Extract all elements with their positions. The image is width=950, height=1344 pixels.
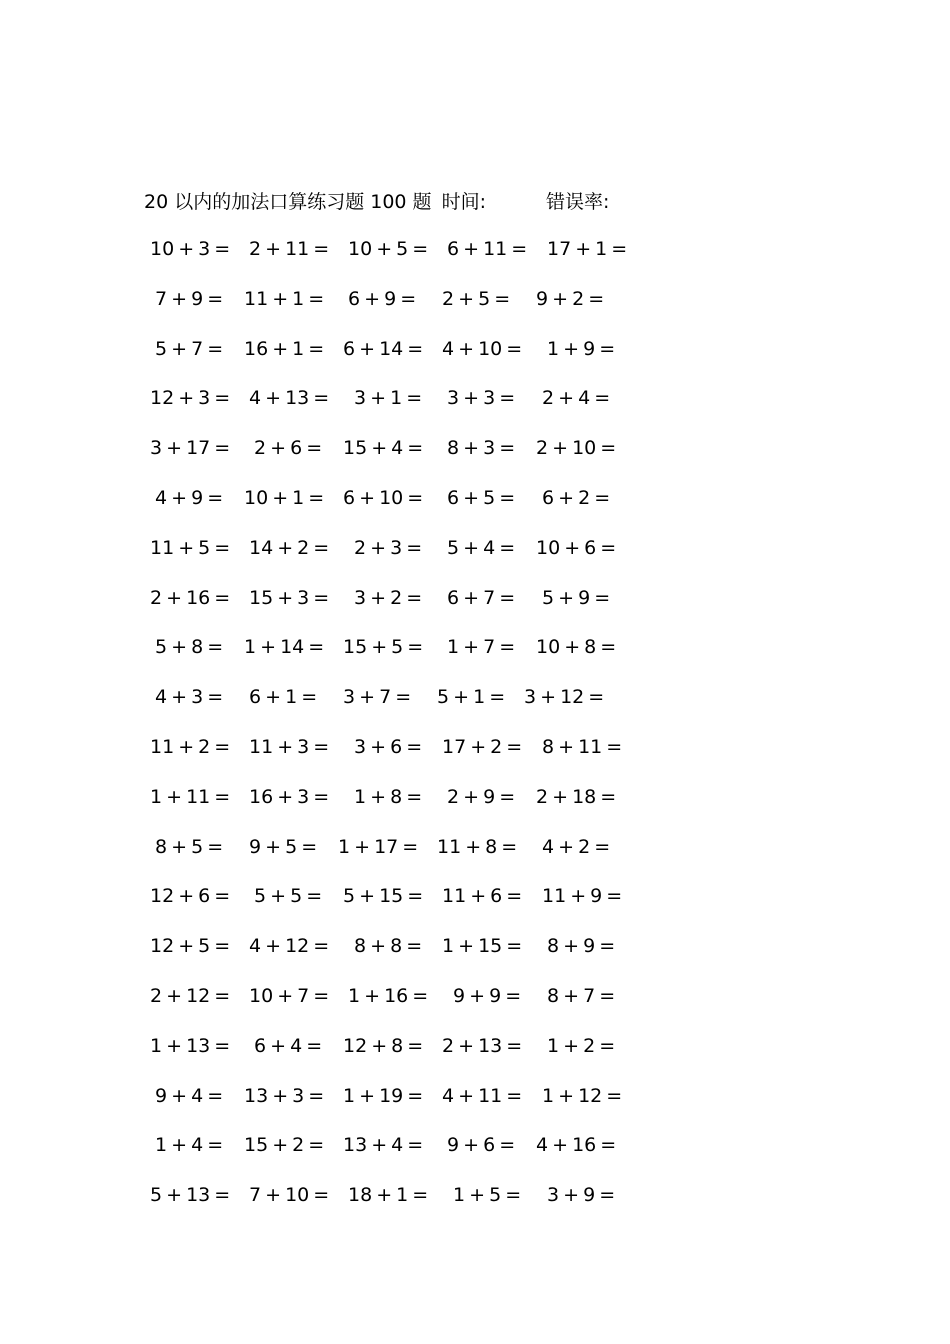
addition-problem: 6 + 4 = xyxy=(254,1035,323,1057)
addition-problem: 9 + 6 = xyxy=(447,1134,516,1156)
addition-problem: 10 + 1 = xyxy=(244,487,325,509)
addition-problem: 1 + 7 = xyxy=(447,636,516,658)
addition-problem: 3 + 2 = xyxy=(354,587,423,609)
addition-problem: 3 + 12 = xyxy=(524,686,605,708)
addition-problem: 9 + 4 = xyxy=(155,1085,224,1107)
worksheet-title: 20 以内的加法口算练习题 100 题 xyxy=(144,190,432,213)
addition-problem: 4 + 10 = xyxy=(442,338,523,360)
addition-problem: 12 + 3 = xyxy=(150,387,231,409)
addition-problem: 1 + 12 = xyxy=(542,1085,623,1107)
addition-problem: 8 + 7 = xyxy=(547,985,616,1007)
addition-problem: 5 + 1 = xyxy=(437,686,506,708)
addition-problem: 3 + 7 = xyxy=(343,686,412,708)
addition-problem: 4 + 2 = xyxy=(542,836,611,858)
addition-problem: 2 + 10 = xyxy=(536,437,617,459)
addition-problem: 11 + 2 = xyxy=(150,736,231,758)
addition-problem: 4 + 12 = xyxy=(249,935,330,957)
addition-problem: 9 + 9 = xyxy=(453,985,522,1007)
addition-problem: 4 + 11 = xyxy=(442,1085,523,1107)
addition-problem: 5 + 8 = xyxy=(155,636,224,658)
addition-problem: 17 + 2 = xyxy=(442,736,523,758)
addition-problem: 16 + 3 = xyxy=(249,786,330,808)
addition-problem: 1 + 19 = xyxy=(343,1085,424,1107)
addition-problem: 6 + 7 = xyxy=(447,587,516,609)
addition-problem: 2 + 9 = xyxy=(447,786,516,808)
addition-problem: 3 + 9 = xyxy=(547,1184,616,1206)
addition-problem: 5 + 9 = xyxy=(542,587,611,609)
addition-problem: 1 + 9 = xyxy=(547,338,616,360)
addition-problem: 9 + 5 = xyxy=(249,836,318,858)
addition-problem: 10 + 8 = xyxy=(536,636,617,658)
addition-problem: 3 + 6 = xyxy=(354,736,423,758)
addition-problem: 10 + 7 = xyxy=(249,985,330,1007)
addition-problem: 3 + 17 = xyxy=(150,437,231,459)
addition-problem: 8 + 11 = xyxy=(542,736,623,758)
addition-problem: 2 + 6 = xyxy=(254,437,323,459)
addition-problem: 11 + 6 = xyxy=(442,885,523,907)
addition-problem: 10 + 3 = xyxy=(150,238,231,260)
addition-problem: 7 + 9 = xyxy=(155,288,224,310)
addition-problem: 6 + 11 = xyxy=(447,238,528,260)
addition-problem: 4 + 13 = xyxy=(249,387,330,409)
addition-problem: 1 + 5 = xyxy=(453,1184,522,1206)
addition-problem: 2 + 13 = xyxy=(442,1035,523,1057)
addition-problem: 17 + 1 = xyxy=(547,238,628,260)
addition-problem: 2 + 16 = xyxy=(150,587,231,609)
addition-problem: 7 + 10 = xyxy=(249,1184,330,1206)
addition-problem: 4 + 16 = xyxy=(536,1134,617,1156)
addition-problem: 3 + 3 = xyxy=(447,387,516,409)
addition-problem: 12 + 8 = xyxy=(343,1035,424,1057)
addition-problem: 15 + 3 = xyxy=(249,587,330,609)
addition-problem: 12 + 6 = xyxy=(150,885,231,907)
addition-problem: 14 + 2 = xyxy=(249,537,330,559)
addition-problem: 11 + 3 = xyxy=(249,736,330,758)
addition-problem: 5 + 7 = xyxy=(155,338,224,360)
addition-problem: 6 + 1 = xyxy=(249,686,318,708)
addition-problem: 5 + 13 = xyxy=(150,1184,231,1206)
addition-problem: 6 + 9 = xyxy=(348,288,417,310)
addition-problem: 15 + 5 = xyxy=(343,636,424,658)
addition-problem: 5 + 5 = xyxy=(254,885,323,907)
addition-problem: 1 + 11 = xyxy=(150,786,231,808)
addition-problem: 13 + 3 = xyxy=(244,1085,325,1107)
addition-problem: 2 + 5 = xyxy=(442,288,511,310)
addition-problem: 11 + 1 = xyxy=(244,288,325,310)
addition-problem: 1 + 16 = xyxy=(348,985,429,1007)
addition-problem: 11 + 8 = xyxy=(437,836,518,858)
addition-problem: 5 + 4 = xyxy=(447,537,516,559)
addition-problem: 6 + 10 = xyxy=(343,487,424,509)
addition-problem: 10 + 6 = xyxy=(536,537,617,559)
addition-problem: 8 + 5 = xyxy=(155,836,224,858)
addition-problem: 6 + 14 = xyxy=(343,338,424,360)
addition-problem: 6 + 5 = xyxy=(447,487,516,509)
addition-problem: 15 + 2 = xyxy=(244,1134,325,1156)
addition-problem: 2 + 11 = xyxy=(249,238,330,260)
time-label: 时间: xyxy=(441,190,486,213)
addition-problem: 4 + 9 = xyxy=(155,487,224,509)
addition-problem: 9 + 2 = xyxy=(536,288,605,310)
addition-problem: 1 + 4 = xyxy=(155,1134,224,1156)
addition-problem: 15 + 4 = xyxy=(343,437,424,459)
addition-problem: 1 + 2 = xyxy=(547,1035,616,1057)
addition-problem: 1 + 17 = xyxy=(338,836,419,858)
addition-problem: 4 + 3 = xyxy=(155,686,224,708)
addition-problem: 2 + 18 = xyxy=(536,786,617,808)
addition-problem: 11 + 5 = xyxy=(150,537,231,559)
error-rate-label: 错误率: xyxy=(545,190,610,213)
addition-problem: 18 + 1 = xyxy=(348,1184,429,1206)
addition-problem: 8 + 8 = xyxy=(354,935,423,957)
addition-problem: 2 + 4 = xyxy=(542,387,611,409)
addition-problem: 10 + 5 = xyxy=(348,238,429,260)
addition-problem: 1 + 8 = xyxy=(354,786,423,808)
addition-problem: 13 + 4 = xyxy=(343,1134,424,1156)
addition-problem: 8 + 9 = xyxy=(547,935,616,957)
addition-problem: 2 + 3 = xyxy=(354,537,423,559)
addition-problem: 12 + 5 = xyxy=(150,935,231,957)
addition-problem: 8 + 3 = xyxy=(447,437,516,459)
addition-problem: 1 + 15 = xyxy=(442,935,523,957)
addition-problem: 5 + 15 = xyxy=(343,885,424,907)
addition-problem: 11 + 9 = xyxy=(542,885,623,907)
addition-problem: 2 + 12 = xyxy=(150,985,231,1007)
addition-problem: 1 + 14 = xyxy=(244,636,325,658)
addition-problem: 16 + 1 = xyxy=(244,338,325,360)
addition-problem: 1 + 13 = xyxy=(150,1035,231,1057)
addition-problem: 3 + 1 = xyxy=(354,387,423,409)
addition-problem: 6 + 2 = xyxy=(542,487,611,509)
